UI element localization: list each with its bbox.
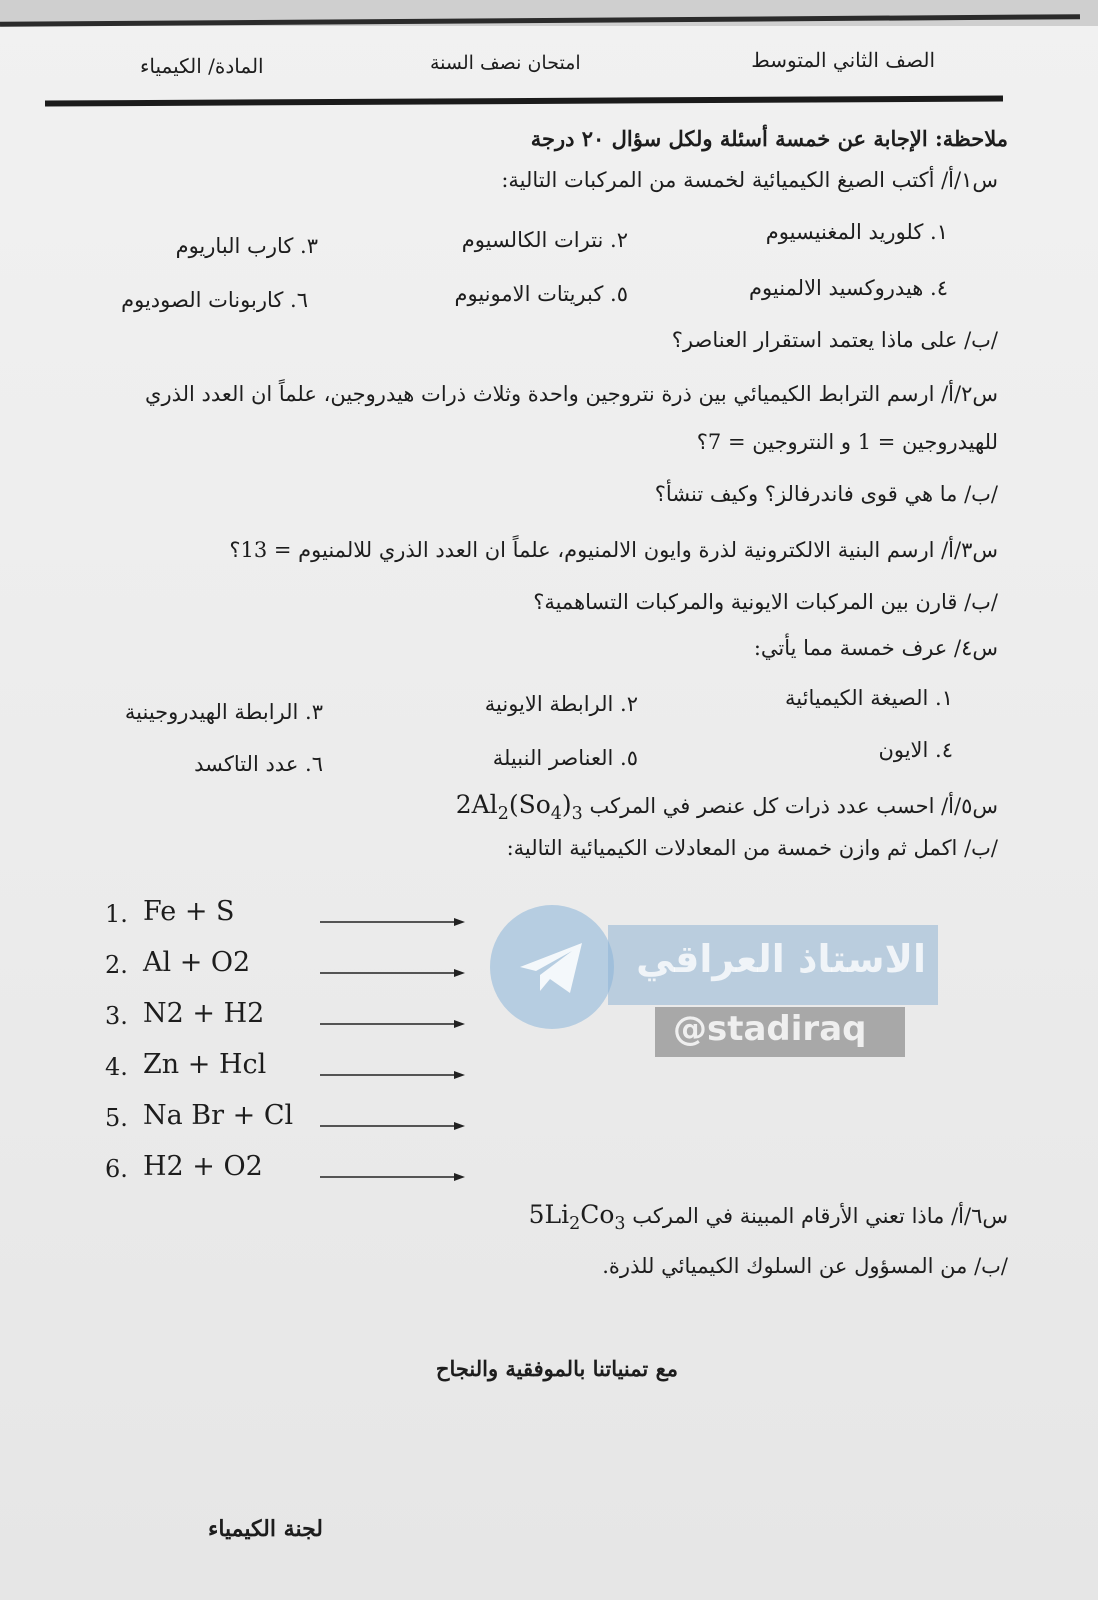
channel-watermark xyxy=(490,905,950,1065)
q2-a-line2: للهيدروجين = 1 و النتروجين = 7؟ xyxy=(696,430,998,454)
q1-a: س١/أ/ أكتب الصيغ الكيميائية لخمسة من المركبات التالية: xyxy=(501,168,998,192)
equation-row xyxy=(105,998,525,1053)
equations-list xyxy=(105,896,525,1206)
q1-b: /ب/ على ماذا يعتمد استقرار العناصر؟ xyxy=(671,328,998,352)
equation-row xyxy=(105,947,525,1002)
exam-note: ملاحظة: الإجابة عن خمسة أسئلة ولكل سؤال ٢٠ درجة xyxy=(530,126,1008,151)
q1-item-2: ٢. نترات الكالسيوم xyxy=(461,228,628,252)
watermark-banner xyxy=(608,925,938,1005)
header-grade: الصف الثاني المتوسط xyxy=(751,48,935,72)
q2-b: /ب/ ما هي قوى فاندرفالز؟ وكيف تنشأ؟ xyxy=(654,482,998,506)
q5-a xyxy=(456,790,998,824)
equation-reactants: Al + O2 xyxy=(143,947,251,978)
q4-item-5: ٥. العناصر النبيلة xyxy=(492,746,638,770)
q5-a-text: س٥/أ/ احسب عدد ذرات كل عنصر في المركب xyxy=(589,794,998,818)
equation-number: 5. xyxy=(105,1104,128,1132)
equation-row xyxy=(105,1049,525,1104)
reaction-arrow-icon xyxy=(320,1170,465,1184)
q4-item-2: ٢. الرابطة الايونية xyxy=(484,692,638,716)
q3-a: س٣/أ/ ارسم البنية الالكترونية لذرة وايون الالمنيوم، علماً ان العدد الذري للالمنيوم = 13؟ xyxy=(229,538,998,562)
q4-item-1: ١. الصيغة الكيميائية xyxy=(785,686,953,710)
equation-number: 6. xyxy=(105,1155,128,1183)
reaction-arrow-icon xyxy=(320,1068,465,1082)
q2-a-line1: س٢/أ/ ارسم الترابط الكيميائي بين ذرة نتروجين واحدة وثلاث ذرات هيدروجين، علماً ان العدد الذري xyxy=(145,382,998,406)
q1-item-4: ٤. هيدروكسيد الالمنيوم xyxy=(749,276,948,300)
header-subject: المادة/ الكيمياء xyxy=(140,54,264,78)
q4-item-6: ٦. عدد التاكسد xyxy=(194,752,323,776)
q5-a-formula: $2Al_2(So_4)_3$ xyxy=(455,790,583,824)
equation-number: 1. xyxy=(105,900,128,928)
q5-b: /ب/ اكمل ثم وازن خمسة من المعادلات الكيميائية التالية: xyxy=(506,836,998,860)
q6-a-text: س٦/أ/ ماذا تعني الأرقام المبينة في المركب xyxy=(632,1204,1008,1228)
q3-b: /ب/ قارن بين المركبات الايونية والمركبات التساهمية؟ xyxy=(533,590,998,614)
equation-reactants: N2 + H2 xyxy=(143,998,265,1029)
exam-header xyxy=(45,40,1005,96)
equation-reactants: Na Br + Cl xyxy=(143,1100,294,1131)
closing-wish: مع تمنياتنا بالموفقية والنجاح xyxy=(435,1356,678,1381)
reaction-arrow-icon xyxy=(320,1017,465,1031)
equation-row xyxy=(105,1151,525,1206)
committee-signature: لجنة الكيمياء xyxy=(207,1516,323,1542)
equation-reactants: H2 + O2 xyxy=(143,1151,263,1182)
equation-row xyxy=(105,1100,525,1155)
reaction-arrow-icon xyxy=(320,915,465,929)
reaction-arrow-icon xyxy=(320,966,465,980)
equation-number: 4. xyxy=(105,1053,128,1081)
equation-reactants: Fe + S xyxy=(143,896,235,927)
watermark-title: الاستاذ العراقي xyxy=(636,937,926,981)
q4-item-4: ٤. الايون xyxy=(878,738,953,762)
equation-number: 3. xyxy=(105,1002,128,1030)
q1-item-1: ١. كلوريد المغنيسيوم xyxy=(765,220,948,244)
equation-number: 2. xyxy=(105,951,128,979)
reaction-arrow-icon xyxy=(320,1119,465,1133)
header-rule xyxy=(45,95,1003,106)
q6-a-formula: $5Li_2Co_3$ xyxy=(528,1200,626,1234)
q1-item-3: ٣. كارب الباريوم xyxy=(175,234,318,258)
q1-item-5: ٥. كبريتات الامونيوم xyxy=(454,282,628,306)
q6-a xyxy=(529,1200,1008,1234)
q4-a: س٤/ عرف خمسة مما يأتي: xyxy=(753,636,998,660)
watermark-handle-box xyxy=(655,1007,905,1057)
equation-row xyxy=(105,896,525,951)
q4-item-3: ٣. الرابطة الهيدروجينية xyxy=(124,700,323,724)
equation-reactants: Zn + Hcl xyxy=(143,1049,267,1080)
watermark-handle: @stadiraq xyxy=(673,1009,867,1049)
q1-item-6: ٦. كاربونات الصوديوم xyxy=(121,288,308,312)
q6-b: /ب/ من المسؤول عن السلوك الكيميائي للذرة. xyxy=(602,1254,1008,1278)
telegram-plane-icon xyxy=(518,941,584,995)
header-exam: امتحان نصف السنة xyxy=(430,52,581,74)
